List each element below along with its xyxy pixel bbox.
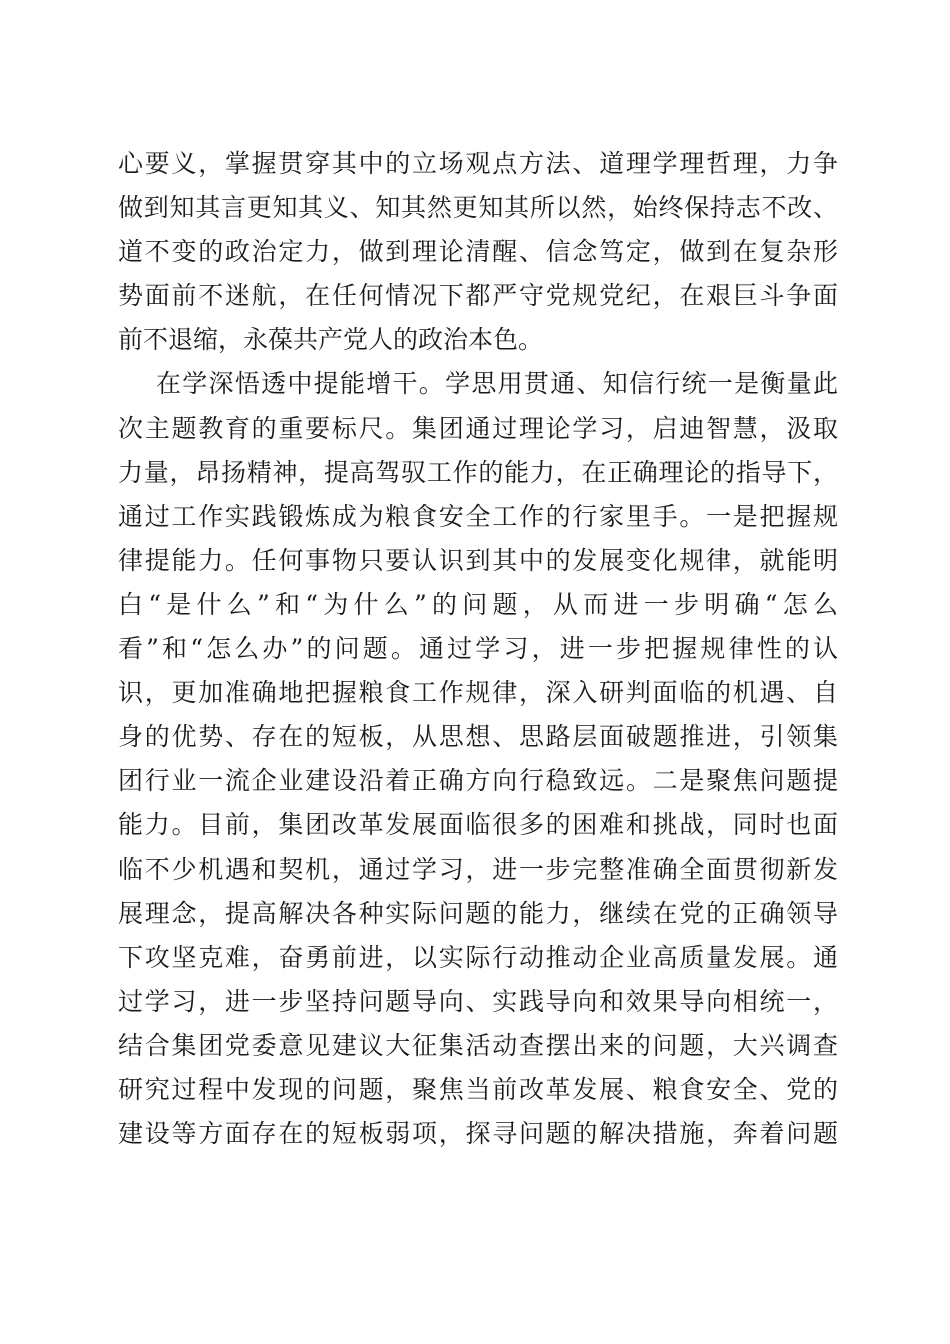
text-line: 能力。目前，集团改革发展面临很多的困难和挑战，同时也面 [118, 810, 838, 840]
text-line: 过学习，进一步坚持问题导向、实践导向和效果导向相统一， [118, 986, 838, 1016]
text-line: 心要义，掌握贯穿其中的立场观点方法、道理学理哲理，力争 [118, 149, 838, 178]
text-line: 看”和“怎么办”的问题。通过学习，进一步把握规律性的认 [118, 634, 838, 664]
text-line: 律提能力。任何事物只要认识到其中的发展变化规律，就能明 [118, 545, 838, 575]
text-line: 做到知其言更知其义、知其然更知其所以然，始终保持志不改、 [118, 193, 838, 223]
text-line: 建设等方面存在的短板弱项，探寻问题的解决措施，奔着问题 [118, 1119, 838, 1149]
text-line: 通过工作实践锻炼成为粮食安全工作的行家里手。一是把握规 [118, 501, 838, 531]
text-line: 下攻坚克难，奋勇前进，以实际行动推动企业高质量发展。通 [118, 942, 838, 972]
text-line: 道不变的政治定力，做到理论清醒、信念笃定，做到在复杂形 [118, 237, 838, 267]
text-line: 团行业一流企业建设沿着正确方向行稳致远。二是聚焦问题提 [118, 766, 838, 796]
text-line: 身的优势、存在的短板，从思想、思路层面破题推进，引领集 [118, 722, 838, 752]
text-line: 临不少机遇和契机，通过学习，进一步完整准确全面贯彻新发 [118, 854, 838, 884]
text-line: 力量，昂扬精神，提高驾驭工作的能力，在正确理论的指导下， [118, 457, 838, 487]
text-line: 势面前不迷航，在任何情况下都严守党规党纪，在艰巨斗争面 [118, 281, 838, 311]
text-line: 白“是什么”和“为什么”的问题，从而进一步明确“怎么 [118, 589, 838, 619]
text-line: 前不退缩，永葆共产党人的政治本色。 [118, 325, 544, 355]
text-line: 次主题教育的重要标尺。集团通过理论学习，启迪智慧，汲取 [118, 413, 838, 443]
text-line: 展理念，提高解决各种实际问题的能力，继续在党的正确领导 [118, 898, 838, 928]
document-body [118, 142, 838, 1156]
paragraph-first-line: 在学深悟透中提能增干。学思用贯通、知信行统一是衡量此 [156, 369, 838, 399]
text-line: 结合集团党委意见建议大征集活动查摆出来的问题，大兴调查 [118, 1030, 838, 1060]
text-line: 研究过程中发现的问题，聚焦当前改革发展、粮食安全、党的 [118, 1074, 838, 1104]
text-line: 识，更加准确地把握粮食工作规律，深入研判面临的机遇、自 [118, 678, 838, 708]
